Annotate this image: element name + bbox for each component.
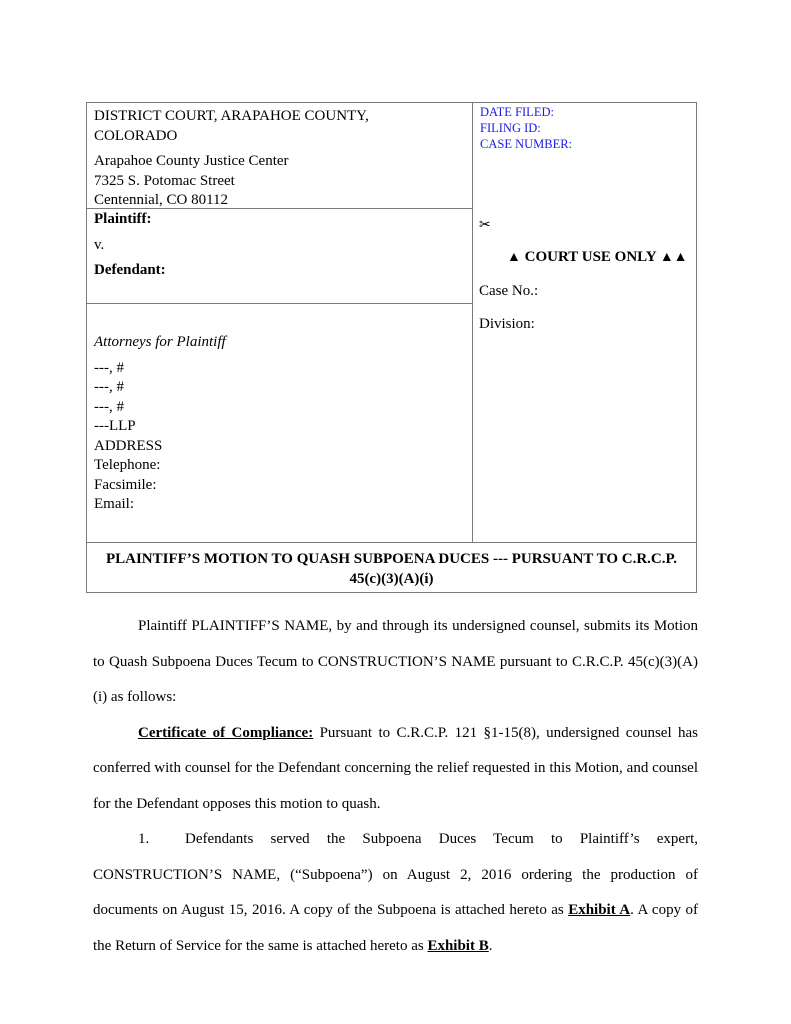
- court-use-only: [507, 249, 688, 266]
- versus-label: v.: [94, 236, 105, 253]
- caption-title-divider: [87, 542, 696, 543]
- attorney-email: Email:: [94, 496, 134, 512]
- exhibit-b-reference: Exhibit B: [427, 937, 489, 954]
- case-number-field: Case No.:: [479, 283, 539, 299]
- attorney-line: ---, #: [94, 398, 124, 415]
- attorney-telephone: Telephone:: [94, 457, 161, 473]
- paragraph-text: .: [488, 937, 493, 954]
- court-state: COLORADO: [94, 127, 178, 144]
- paragraph-number: 1.: [138, 831, 150, 847]
- court-address-line: 7325 S. Potomac Street: [94, 172, 235, 189]
- caption-column-divider: [472, 103, 473, 543]
- court-use-only-label: COURT USE ONLY: [524, 249, 657, 265]
- parties-block: [94, 210, 464, 281]
- court-name: DISTRICT COURT, ARAPAHOE COUNTY,: [94, 108, 369, 124]
- intro-paragraph: Plaintiff PLAINTIFF’S NAME, by and through its undersigned counsel, submits its Motion to Quash Subpoena Duces Tecum to CONSTRUCTION’S NAME pursuant to C.R.C.P. 45(c)(3)(A)(i) as follows:: [93, 618, 698, 705]
- document-title-line: PLAINTIFF’S MOTION TO QUASH SUBPOENA DUCES --- PURSUANT TO C.R.C.P.: [105, 551, 678, 567]
- filing-id-label: FILING ID:: [480, 121, 541, 135]
- document-title: [87, 549, 696, 589]
- court-block: [94, 107, 464, 211]
- attorney-block: [94, 333, 464, 515]
- court-address-line: Arapahoe County Justice Center: [94, 153, 289, 169]
- court-address-line: Centennial, CO 80112: [94, 192, 229, 208]
- caption-row-divider: [87, 303, 472, 304]
- triangle-icon: ▲▲: [659, 250, 688, 265]
- attorney-facsimile: Facsimile:: [94, 476, 157, 493]
- attorney-line: ---, #: [94, 379, 124, 395]
- paragraph-text: Defendants served the Subpoena Duces Tecum to Plaintiff’s expert, CONSTRUCTION’S NAME, (“Subpoena”) on August 2, 2016 ordering the production of documents on August 15, 2016. A copy of the Subpoena is attached hereto as: [93, 831, 698, 918]
- attorneys-role: Attorneys for Plaintiff: [94, 334, 226, 350]
- scissors-icon: ✂: [479, 218, 491, 233]
- document-title-line: 45(c)(3)(A)(i): [349, 571, 434, 587]
- numbered-paragraph: [93, 822, 698, 964]
- case-caption-table: [86, 102, 697, 593]
- plaintiff-label: Plaintiff:: [94, 211, 152, 227]
- defendant-label: Defendant:: [94, 262, 166, 278]
- certificate-heading: Certificate of Compliance:: [138, 724, 314, 741]
- triangle-icon: ▲: [507, 250, 521, 265]
- division-field: Division:: [479, 316, 535, 332]
- paragraph-text: . A copy of the Return of Service for the same is attached hereto as: [93, 902, 698, 954]
- motion-body: [93, 609, 698, 964]
- certificate-paragraph: [93, 716, 698, 823]
- attorney-line: ---, #: [94, 359, 124, 376]
- attorney-address: ADDRESS: [94, 437, 163, 454]
- date-filed-label: DATE FILED:: [480, 105, 554, 119]
- exhibit-a-reference: Exhibit A: [568, 902, 631, 918]
- certificate-text: Pursuant to C.R.C.P. 121 §1-15(8), undersigned counsel has conferred with counsel for the Defendant concerning the relief requested in this Motion, and counsel for the Defendant opposes this motion to quash.: [93, 724, 698, 812]
- attorney-firm: ---LLP: [94, 418, 136, 434]
- case-number-label: CASE NUMBER:: [480, 137, 573, 151]
- filing-stamp: [480, 104, 690, 152]
